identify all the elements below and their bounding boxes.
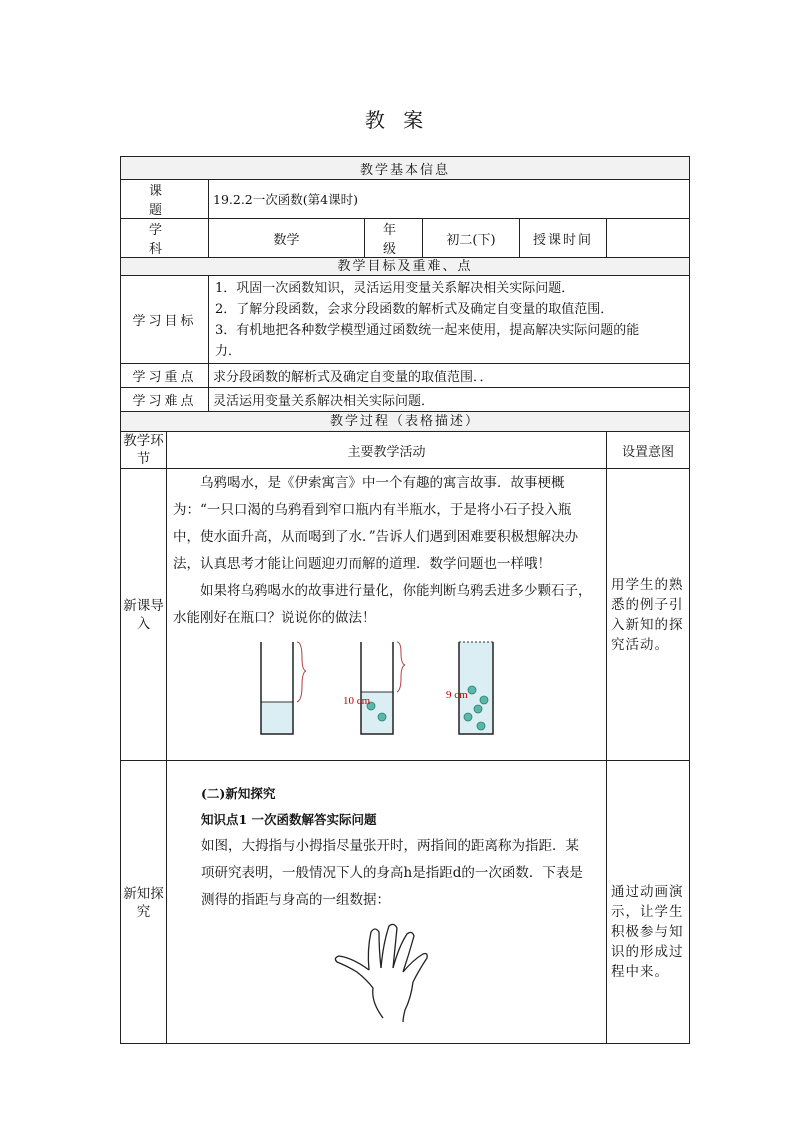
bottle-3	[459, 642, 493, 734]
stage-intro: 新课导入	[121, 469, 167, 761]
basic-info-header: 教学基本信息	[121, 157, 690, 180]
objectives-list	[209, 276, 690, 364]
class-time-value	[607, 219, 690, 258]
subject-label: 学 科	[121, 219, 209, 258]
objective-3-cont: 力．	[215, 343, 242, 359]
document-title: 教 案	[364, 108, 430, 132]
difficulty-value: 灵活运用变量关系解决相关实际问题．	[209, 388, 690, 412]
stage-explore: 新知探究	[121, 761, 167, 1044]
goals-header: 教学目标及重难、点	[121, 258, 690, 276]
crow-bottles-figure	[257, 640, 517, 738]
bottle-1	[261, 642, 306, 734]
topic-value: 19.2.2一次函数(第4课时)	[209, 180, 690, 219]
difficulty-label: 学习难点	[121, 388, 209, 412]
topic-label: 课 题	[121, 180, 209, 219]
process-header: 教学过程（表格描述）	[121, 412, 690, 432]
col-activity-header: 主要教学活动	[167, 432, 607, 469]
objective-1: 1．巩固一次函数知识，灵活运用变量关系解决相关实际问题．	[215, 280, 575, 296]
bottle-2	[361, 642, 405, 734]
hand-span-figure	[331, 922, 461, 1022]
explore-intent: 通过动画演示，让学生积极参与知识的形成过程中来。	[607, 761, 690, 1044]
intro-activity	[167, 469, 607, 761]
objectives-label: 学习目标	[121, 276, 209, 364]
explore-paragraph: 如图，大拇指与小拇指尽量张开时，两指间的距离称为指距．某项研究表明，一般情况下人的身高h是指距d的一次函数．下表是测得的指距与身高的一组数据：	[201, 838, 583, 908]
knowledge-point-title: 知识点1 一次函数解答实际问题	[201, 812, 377, 827]
class-time-label: 授课时间	[520, 219, 607, 258]
explore-activity	[167, 761, 607, 1044]
intro-paragraph-1: 乌鸦喝水，是《伊索寓言》中一个有趣的寓言故事．故事梗概为：“一只口渴的乌鸦看到窄口瓶内有半瓶水，于是将小石子投入瓶中，使水面升高，从而喝到了水．”告诉人们遇到困难要积极想解决办法，认真思考才能让问题迎刃而解的道理．数学问题也一样哦！	[173, 475, 579, 572]
label-9cm: 9 cm	[446, 689, 468, 701]
key-point-value: 求分段函数的解析式及确定自变量的取值范围．．	[209, 364, 690, 388]
objective-3: 3．有机地把各种数学模型通过函数统一起来使用，提高解决实际问题的能	[215, 322, 640, 338]
grade-label: 年 级	[365, 219, 423, 258]
label-10cm: 10 cm	[343, 695, 371, 707]
lesson-plan-table	[120, 156, 690, 1044]
grade-value: 初二(下)	[423, 219, 520, 258]
intro-paragraph-2: 如果将乌鸦喝水的故事进行量化，你能判断乌鸦丢进多少颗石子，水能刚好在瓶口？说说你的做法！	[173, 583, 592, 626]
col-intent-header: 设置意图	[607, 432, 690, 469]
section-title: (二)新知探究	[201, 786, 276, 801]
key-point-label: 学习重点	[121, 364, 209, 388]
objective-2: 2．了解分段函数，会求分段函数的解析式及确定自变量的取值范围．	[215, 301, 614, 317]
intro-intent: 用学生的熟悉的例子引入新知的探究活动。	[607, 469, 690, 761]
col-stage-header: 教学环节	[121, 432, 167, 469]
subject-value: 数学	[209, 219, 365, 258]
